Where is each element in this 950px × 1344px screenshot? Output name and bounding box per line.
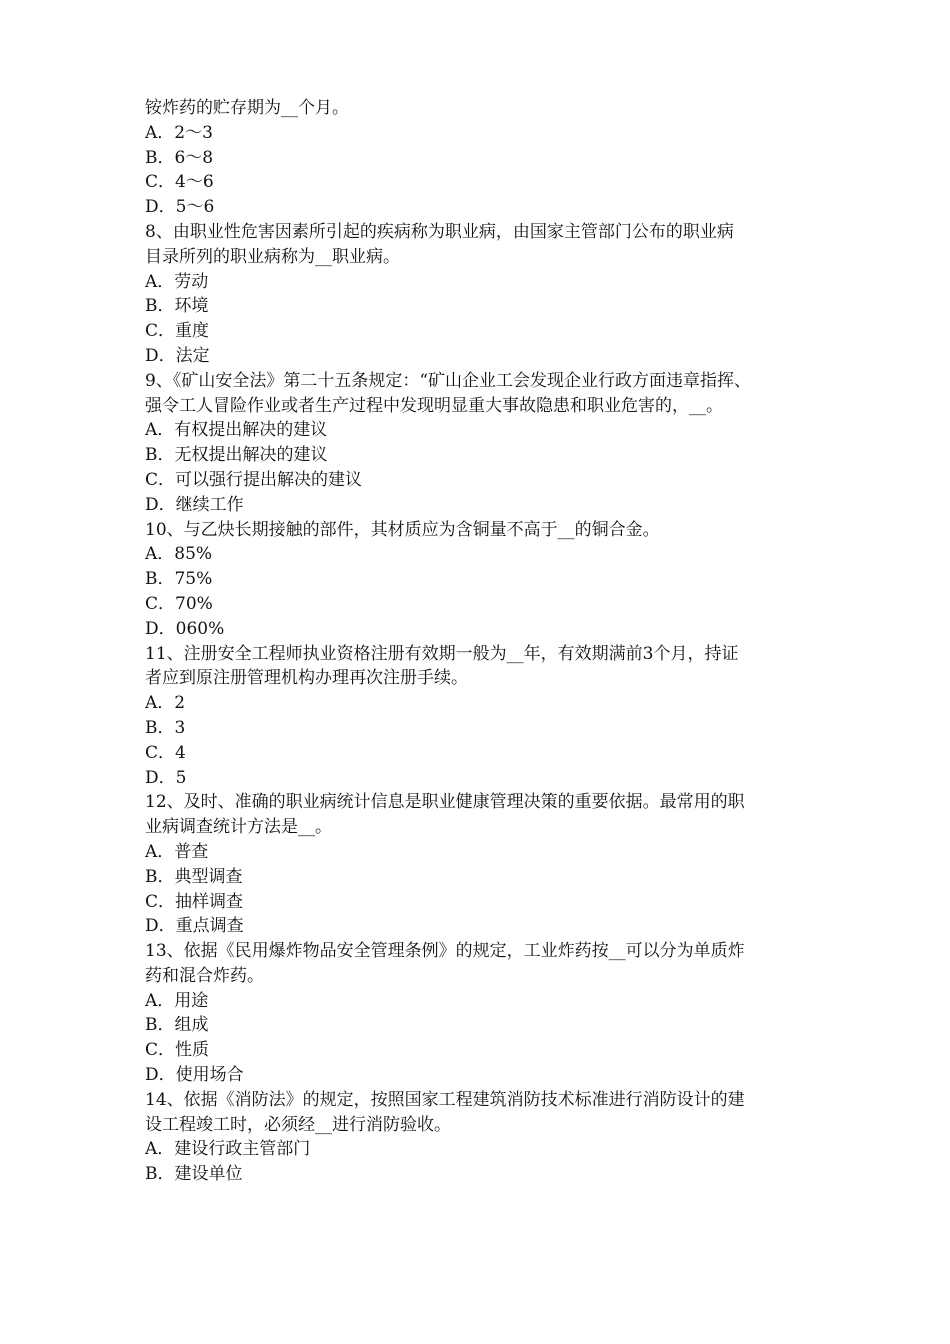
- question-line: 9、《矿山安全法》第二十五条规定：“矿山企业工会发现企业行政方面违章指挥、: [145, 370, 752, 391]
- option-line: B．组成: [145, 1015, 209, 1036]
- option-line: A．建设行政主管部门: [145, 1139, 311, 1160]
- option-line: A．有权提出解决的建议: [145, 420, 328, 441]
- question-line: 13、依据《民用爆炸物品安全管理条例》的规定，工业炸药按__可以分为单质炸: [145, 941, 745, 962]
- option-line: C．抽样调查: [145, 891, 244, 912]
- option-line: A．2: [145, 693, 186, 714]
- question-line: 药和混合炸药。: [145, 965, 264, 986]
- document-page: [145, 96, 820, 1187]
- option-line: D．5～6: [145, 197, 215, 218]
- option-line: A．85%: [145, 544, 213, 565]
- option-line: C．70%: [145, 593, 213, 614]
- question-line: 设工程竣工时，必须经__进行消防验收。: [145, 1114, 451, 1135]
- option-line: B．3: [145, 717, 186, 738]
- option-line: B．6～8: [145, 147, 214, 168]
- option-line: A．2～3: [145, 122, 213, 143]
- option-line: B．建设单位: [145, 1164, 243, 1185]
- option-line: D．重点调查: [145, 916, 244, 937]
- question-line: 10、与乙炔长期接触的部件，其材质应为含铜量不高于__的铜合金。: [145, 519, 660, 540]
- option-line: A．普查: [145, 841, 209, 862]
- option-line: D．使用场合: [145, 1065, 244, 1086]
- question-line: 目录所列的职业病称为__职业病。: [145, 246, 400, 267]
- question-line: 12、及时、准确的职业病统计信息是职业健康管理决策的重要依据。最常用的职: [145, 792, 745, 813]
- question-line: 8、由职业性危害因素所引起的疾病称为职业病，由国家主管部门公布的职业病: [145, 221, 734, 242]
- option-line: C．性质: [145, 1040, 210, 1061]
- option-line: D．060%: [145, 618, 225, 639]
- option-line: C．可以强行提出解决的建议: [145, 469, 363, 490]
- option-line: D．继续工作: [145, 494, 244, 515]
- option-line: B．75%: [145, 569, 213, 590]
- text-line: 铵炸药的贮存期为__个月。: [145, 98, 349, 118]
- option-line: D．法定: [145, 345, 210, 366]
- option-line: C．4～6: [145, 172, 214, 193]
- option-line: B．无权提出解决的建议: [145, 445, 328, 466]
- question-line: 强令工人冒险作业或者生产过程中发现明显重大事故隐患和职业危害的，__。: [145, 395, 723, 416]
- question-line: 业病调查统计方法是__。: [145, 817, 332, 838]
- question-line: 14、依据《消防法》的规定，按照国家工程建筑消防技术标准进行消防设计的建: [145, 1089, 745, 1110]
- question-line: 者应到原注册管理机构办理再次注册手续。: [145, 668, 468, 689]
- option-line: A．劳动: [145, 271, 209, 292]
- option-line: A．用途: [145, 990, 209, 1011]
- option-line: B．环境: [145, 296, 209, 317]
- option-line: C．重度: [145, 321, 210, 342]
- question-line: 11、注册安全工程师执业资格注册有效期一般为__年，有效期满前3个月，持证: [145, 643, 739, 664]
- option-line: D．5: [145, 767, 187, 788]
- option-line: B．典型调查: [145, 866, 243, 887]
- option-line: C．4: [145, 742, 186, 763]
